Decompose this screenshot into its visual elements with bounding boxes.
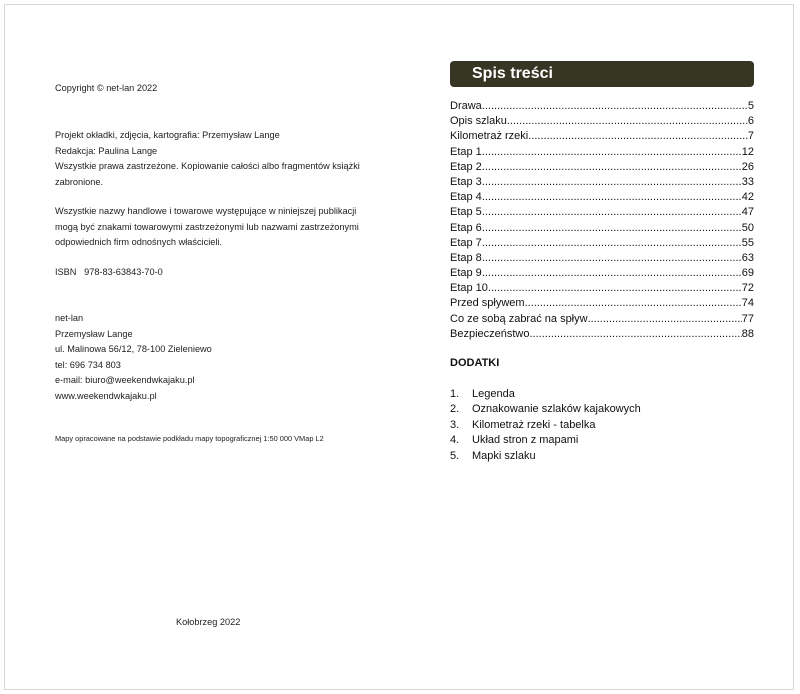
toc-leader-dots [482, 251, 742, 266]
credits-line: Wszystkie prawa zastrzeżone. Kopiowanie całości albo fragmentów książki [55, 161, 360, 171]
toc-entry-page: 69 [741, 267, 754, 280]
publisher-block [55, 311, 385, 404]
toc-entry-page: 6 [747, 115, 754, 128]
city-year: Kołobrzeg 2022 [176, 617, 241, 627]
credits-block [55, 128, 385, 190]
toc-leader-dots [588, 312, 742, 327]
publisher-line: tel: 696 734 803 [55, 359, 121, 370]
toc-entry[interactable] [450, 327, 754, 342]
isbn: ISBN 978-83-63843-70-0 [55, 267, 163, 277]
toc-entry-title: Etap 5 [450, 206, 482, 219]
credits-line: Projekt okładki, zdjęcia, kartografia: Przemysław Lange [55, 130, 280, 140]
appendix-item-label: Mapki szlaku [472, 449, 536, 462]
appendix-item-label: Oznakowanie szlaków kajakowych [472, 403, 641, 416]
appendix-item-number: 1. [450, 388, 460, 400]
toc-entry[interactable] [450, 160, 754, 175]
toc-entry-page: 74 [741, 297, 754, 310]
toc-entry[interactable] [450, 175, 754, 190]
appendix-item-label: Kilometraż rzeki - tabelka [472, 418, 596, 431]
toc-leader-dots [488, 281, 742, 296]
toc-entry[interactable] [450, 221, 754, 236]
toc-leader-dots [507, 114, 748, 129]
toc-entry-page: 72 [741, 282, 754, 295]
toc-entry[interactable] [450, 281, 754, 296]
toc-entry-page: 7 [747, 130, 754, 143]
toc-entry-title: Etap 7 [450, 236, 482, 249]
toc-list [450, 99, 754, 342]
appendix-title: DODATKI [450, 357, 500, 369]
toc-entry-title: Co ze sobą zabrać na spływ [450, 312, 588, 325]
toc-entry-page: 50 [741, 221, 754, 234]
appendix-item [450, 418, 641, 433]
toc-entry-page: 42 [741, 191, 754, 204]
toc-entry-title: Etap 10 [450, 282, 488, 295]
toc-entry-title: Etap 6 [450, 221, 482, 234]
publisher-line: Przemysław Lange [55, 328, 133, 339]
publisher-email: e-mail: biuro@weekendwkajaku.pl [55, 375, 195, 385]
toc-leader-dots [482, 236, 742, 251]
credits-line: zabronione. [55, 176, 104, 187]
toc-entry-title: Przed spływem [450, 297, 525, 310]
toc-entry-page: 26 [741, 160, 754, 173]
appendix-item-label: Układ stron z mapami [472, 434, 579, 447]
toc-entry-title: Kilometraż rzeki [450, 130, 529, 143]
toc-entry-title: Etap 4 [450, 191, 482, 204]
toc-entry-page: 47 [741, 206, 754, 219]
toc-entry[interactable] [450, 99, 754, 114]
toc-leader-dots [482, 160, 742, 175]
toc-entry-title: Etap 8 [450, 251, 482, 264]
toc-leader-dots [482, 205, 742, 220]
toc-entry-page: 5 [747, 100, 754, 112]
appendix-item [450, 433, 641, 448]
appendix-list [450, 387, 641, 464]
toc-entry-title: Etap 3 [450, 175, 482, 188]
toc-leader-dots [482, 190, 742, 205]
toc-entry-page: 33 [741, 175, 754, 188]
appendix-item [450, 387, 641, 402]
toc-entry-title: Drawa [450, 100, 482, 112]
toc-entry-title: Etap 9 [450, 267, 482, 280]
appendix-item-number: 2. [450, 403, 460, 416]
trademark-line: odpowiednich firm odnośnych właścicieli. [55, 237, 222, 247]
appendix-item-label: Legenda [472, 388, 515, 400]
toc-entry[interactable] [450, 129, 754, 144]
toc-entry[interactable] [450, 266, 754, 281]
toc-entry-page: 12 [741, 145, 754, 158]
toc-leader-dots [482, 266, 742, 281]
publisher-line: ul. Malinowa 56/12, 78-100 Zieleniewo [55, 344, 212, 354]
toc-entry-page: 77 [741, 312, 754, 325]
toc-entry-title: Bezpieczeństwo [450, 327, 530, 340]
toc-title: Spis treści [450, 61, 754, 87]
toc-leader-dots [528, 129, 748, 144]
toc-entry[interactable] [450, 114, 754, 129]
appendix-item [450, 449, 641, 464]
publisher-website: www.weekendwkajaku.pl [55, 390, 157, 401]
toc-entry[interactable] [450, 190, 754, 205]
toc-entry-page: 88 [741, 327, 754, 340]
copyright-line: Copyright © net-lan 2022 [55, 83, 158, 93]
book-spread [4, 4, 794, 690]
toc-entry-page: 63 [741, 251, 754, 264]
credits-line: Redakcja: Paulina Lange [55, 145, 158, 156]
toc-entry-page: 55 [741, 236, 754, 249]
toc-entry[interactable] [450, 312, 754, 327]
appendix-item-number: 5. [450, 449, 460, 462]
toc-leader-dots [482, 145, 742, 160]
toc-leader-dots [530, 327, 742, 342]
toc-entry[interactable] [450, 296, 754, 311]
publisher-line: net-lan [55, 313, 84, 323]
toc-entry[interactable] [450, 236, 754, 251]
maps-note: Mapy opracowane na podstawie podkładu mapy topograficznej 1:50 000 VMap L2 [55, 434, 324, 443]
appendix-item [450, 402, 641, 417]
trademark-line: Wszystkie nazwy handlowe i towarowe występujące w niniejszej publikacji [55, 206, 357, 216]
toc-entry-title: Opis szlaku [450, 115, 507, 128]
trademark-block [55, 204, 385, 251]
toc-leader-dots [482, 99, 748, 114]
toc-leader-dots [525, 296, 742, 311]
appendix-item-number: 4. [450, 434, 460, 447]
trademark-line: mogą być znakami towarowymi zastrzeżonymi lub nazwami zastrzeżonymi [55, 221, 359, 232]
toc-entry[interactable] [450, 205, 754, 220]
toc-entry[interactable] [450, 251, 754, 266]
toc-leader-dots [482, 221, 742, 236]
toc-leader-dots [482, 175, 742, 190]
toc-entry[interactable] [450, 145, 754, 160]
appendix-item-number: 3. [450, 418, 460, 431]
toc-entry-title: Etap 2 [450, 160, 482, 173]
toc-entry-title: Etap 1 [450, 145, 482, 158]
